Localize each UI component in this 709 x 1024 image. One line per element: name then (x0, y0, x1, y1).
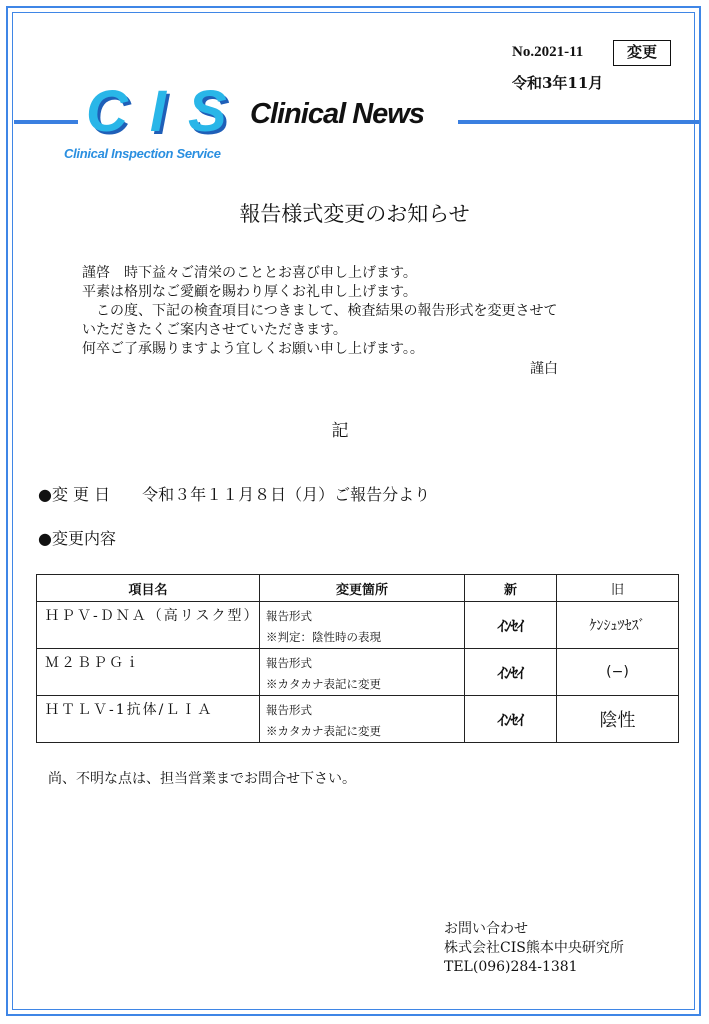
old-value: 陰性 (557, 696, 679, 743)
change-line-1: 報告形式 (266, 656, 312, 670)
doc-date: 令和3年11月 (512, 74, 604, 92)
item-name: Ｍ２ＢＰＧｉ (45, 655, 141, 671)
table-row (37, 696, 679, 743)
change-line-2: ※判定：陰性時の表現 (266, 630, 381, 644)
change-badge: 変更 (613, 40, 671, 66)
table-header-row (37, 575, 679, 602)
contact-company: 株式会社CIS熊本中央研究所 (444, 940, 624, 956)
change-cell (260, 602, 465, 649)
change-cell (260, 649, 465, 696)
table-row (37, 649, 679, 696)
header-rule-left (14, 120, 78, 124)
new-value: ｲﾝｾｲ (465, 602, 557, 649)
header-new: 新 (465, 575, 557, 602)
change-line-2: ※カタカナ表記に変更 (266, 724, 381, 738)
header-change-point: 変更箇所 (260, 575, 465, 602)
newsletter-name: Clinical News (250, 98, 424, 130)
change-date: ●変 更 日 令和３年１１月８日（月）ご報告分より (38, 485, 431, 504)
header-rule-right (458, 120, 699, 124)
item-cell (37, 696, 260, 743)
change-line-1: 報告形式 (266, 703, 312, 717)
contact-tel: TEL(096)284-1381 (444, 959, 578, 975)
change-line-1: 報告形式 (266, 609, 312, 623)
footnote: 尚、不明な点は、担当営業までお問合せ下さい。 (48, 771, 356, 787)
greeting-line-5: 何卒ご了承賜りますよう宜しくお願い申し上げます。。 (82, 341, 424, 357)
page-border-inner (12, 12, 695, 1010)
item-cell (37, 649, 260, 696)
header-old: 旧 (557, 575, 679, 602)
greeting-line-4: いただきたくご案内させていただきます。 (82, 322, 347, 338)
table-row (37, 602, 679, 649)
change-line-2: ※カタカナ表記に変更 (266, 677, 381, 691)
old-value: (−) (557, 649, 679, 696)
change-cell (260, 696, 465, 743)
header-item-name: 項目名 (37, 575, 260, 602)
ki-heading: 記 (331, 421, 349, 441)
greeting-line-3: この度、下記の検査項目につきまして、検査結果の報告形式を変更させて (82, 303, 558, 319)
item-name: ＨＴＬＶ-1抗体/ＬＩＡ (45, 702, 214, 718)
changes-table (36, 574, 679, 743)
new-value: ｲﾝｾｲ (465, 696, 557, 743)
logo-subtitle: Clinical Inspection Service (64, 146, 221, 161)
greeting-line-1: 謹啓 時下益々ご清栄のこととお喜び申し上げます。 (82, 265, 417, 281)
cis-logo: CIS (86, 79, 249, 144)
change-content-heading: ●変更内容 (38, 529, 116, 548)
page-title: 報告様式変更のお知らせ (239, 202, 470, 226)
greeting-line-2: 平素は格別なご愛顧を賜わり厚くお礼申し上げます。 (82, 284, 417, 300)
contact-label: お問い合わせ (444, 921, 528, 937)
doc-number: No.2021-11 (512, 44, 584, 60)
old-value: ｹﾝｼｭﾂｾｽﾞ (557, 602, 679, 649)
item-cell (37, 602, 260, 649)
closing-word: 謹白 (530, 361, 558, 377)
item-name: ＨＰＶ-ＤＮＡ（高リスク型） (45, 608, 260, 624)
new-value: ｲﾝｾｲ (465, 649, 557, 696)
